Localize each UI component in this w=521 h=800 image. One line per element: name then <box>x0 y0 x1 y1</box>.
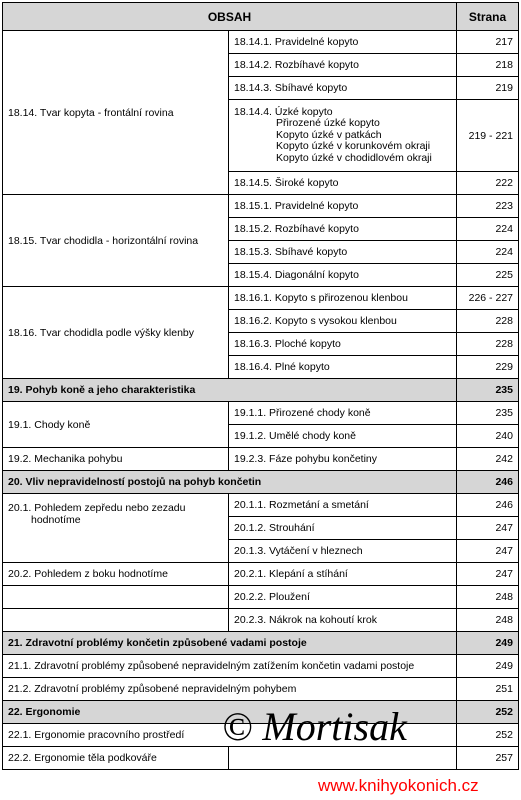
page-number: 224 <box>457 218 519 241</box>
subsection-title <box>229 100 457 172</box>
table-row <box>3 402 519 425</box>
table-row <box>3 448 519 471</box>
table-row <box>3 586 519 609</box>
table-row <box>3 31 519 54</box>
page-number: 249 <box>457 655 519 678</box>
page-number: 228 <box>457 310 519 333</box>
subsection-title: 20.1.2. Strouhání <box>229 517 457 540</box>
subsection-title: 20.2.1. Klepání a stíhání <box>229 563 457 586</box>
section-title <box>3 494 229 563</box>
sub-item: Kopyto úzké v patkách <box>276 128 382 141</box>
page-number: 248 <box>457 609 519 632</box>
subsection-title: 18.15.1. Pravidelné kopyto <box>229 195 457 218</box>
page-number: 242 <box>457 448 519 471</box>
subsection-title: 19.1.1. Přirozené chody koně <box>229 402 457 425</box>
subsection-title: 18.14.2. Rozbíhavé kopyto <box>229 54 457 77</box>
subsection-title: 18.16.1. Kopyto s přirozenou klenbou <box>229 287 457 310</box>
sub-item: Kopyto úzké v chodidlovém okraji <box>276 151 432 164</box>
section-title: 19.2. Mechanika pohybu <box>3 448 229 471</box>
subsection-title: 18.15.2. Rozbíhavé kopyto <box>229 218 457 241</box>
table-row <box>3 655 519 678</box>
subsection-title-main: 18.14.4. Úzké kopyto <box>234 105 333 118</box>
section-title-line: 20.1. Pohledem zepředu nebo zezadu <box>8 502 186 514</box>
subsection-title: 19.2.3. Fáze pohybu končetiny <box>229 448 457 471</box>
sub-item: Přirozené úzké kopyto <box>276 117 380 130</box>
section-title: 22.1. Ergonomie pracovního prostředí <box>3 724 457 747</box>
page-number: 240 <box>457 425 519 448</box>
chapter-row <box>3 632 519 655</box>
page-number: 226 - 227 <box>457 287 519 310</box>
page-number: 225 <box>457 264 519 287</box>
subsection-title: 18.15.4. Diagonální kopyto <box>229 264 457 287</box>
page-number: 222 <box>457 172 519 195</box>
page-number: 246 <box>457 471 519 494</box>
page-number: 247 <box>457 563 519 586</box>
chapter-title: 19. Pohyb koně a jeho charakteristika <box>3 379 457 402</box>
section-title: 18.15. Tvar chodidla - horizontální rovina <box>3 195 229 287</box>
section-title-line: hodnotíme <box>31 514 81 526</box>
chapter-row <box>3 471 519 494</box>
section-title: 18.14. Tvar kopyta - frontální rovina <box>3 31 229 195</box>
page-number: 228 <box>457 333 519 356</box>
subsection-title: 20.2.3. Nákrok na kohoutí krok <box>229 609 457 632</box>
page-number: 219 - 221 <box>457 100 519 172</box>
table-of-contents <box>2 2 519 770</box>
page-number: 235 <box>457 379 519 402</box>
page-number: 252 <box>457 701 519 724</box>
subsection-title: 18.14.1. Pravidelné kopyto <box>229 31 457 54</box>
section-title: 18.16. Tvar chodidla podle výšky klenby <box>3 287 229 379</box>
page-number: 247 <box>457 517 519 540</box>
subsection-title: 18.14.5. Široké kopyto <box>229 172 457 195</box>
chapter-title: 22. Ergonomie <box>3 701 457 724</box>
page-number: 218 <box>457 54 519 77</box>
table-row <box>3 494 519 517</box>
chapter-title: 20. Vliv nepravidelností postojů na pohyb končetin <box>3 471 457 494</box>
table-row <box>3 563 519 586</box>
subsection-title: 18.16.2. Kopyto s vysokou klenbou <box>229 310 457 333</box>
page-header: Strana <box>457 3 519 31</box>
table-row <box>3 678 519 701</box>
subsection-title: 20.1.3. Vytáčení v hleznech <box>229 540 457 563</box>
page-number: 224 <box>457 241 519 264</box>
contents-header: OBSAH <box>3 3 457 31</box>
page-number: 229 <box>457 356 519 379</box>
page-number: 247 <box>457 540 519 563</box>
section-title: 22.2. Ergonomie těla podkováře <box>3 747 229 770</box>
page-number: 246 <box>457 494 519 517</box>
page-number: 251 <box>457 678 519 701</box>
table-header <box>3 3 519 31</box>
page-number: 257 <box>457 747 519 770</box>
subsection-title: 18.16.4. Plné kopyto <box>229 356 457 379</box>
section-title: 21.1. Zdravotní problémy způsobené nepravidelným zatížením končetin vadami postoje <box>3 655 457 678</box>
section-title: 21.2. Zdravotní problémy způsobené nepravidelným pohybem <box>3 678 457 701</box>
page-number: 248 <box>457 586 519 609</box>
subsection-title: 20.2.2. Ploužení <box>229 586 457 609</box>
page-number: 223 <box>457 195 519 218</box>
table-row <box>3 195 519 218</box>
section-title: 20.2. Pohledem z boku hodnotíme <box>3 563 229 586</box>
chapter-title: 21. Zdravotní problémy končetin způsobené vadami postoje <box>3 632 457 655</box>
page-number: 252 <box>457 724 519 747</box>
table-row <box>3 287 519 310</box>
empty-cell <box>3 586 229 609</box>
chapter-row <box>3 379 519 402</box>
subsection-title: 20.1.1. Rozmetání a smetání <box>229 494 457 517</box>
page-number: 249 <box>457 632 519 655</box>
copyright-watermark: © Mortisak <box>222 704 407 749</box>
website-link[interactable]: www.knihyokonich.cz <box>318 776 479 795</box>
subsection-title: 18.16.3. Ploché kopyto <box>229 333 457 356</box>
table-row <box>3 609 519 632</box>
subsection-title: 18.14.3. Sbíhavé kopyto <box>229 77 457 100</box>
sub-item: Kopyto úzké v korunkovém okraji <box>276 140 431 153</box>
page-number: 217 <box>457 31 519 54</box>
page-number: 219 <box>457 77 519 100</box>
page-number: 235 <box>457 402 519 425</box>
subsection-title: 19.1.2. Umělé chody koně <box>229 425 457 448</box>
subsection-title: 18.15.3. Sbíhavé kopyto <box>229 241 457 264</box>
section-title: 19.1. Chody koně <box>3 402 229 448</box>
empty-cell <box>3 609 229 632</box>
